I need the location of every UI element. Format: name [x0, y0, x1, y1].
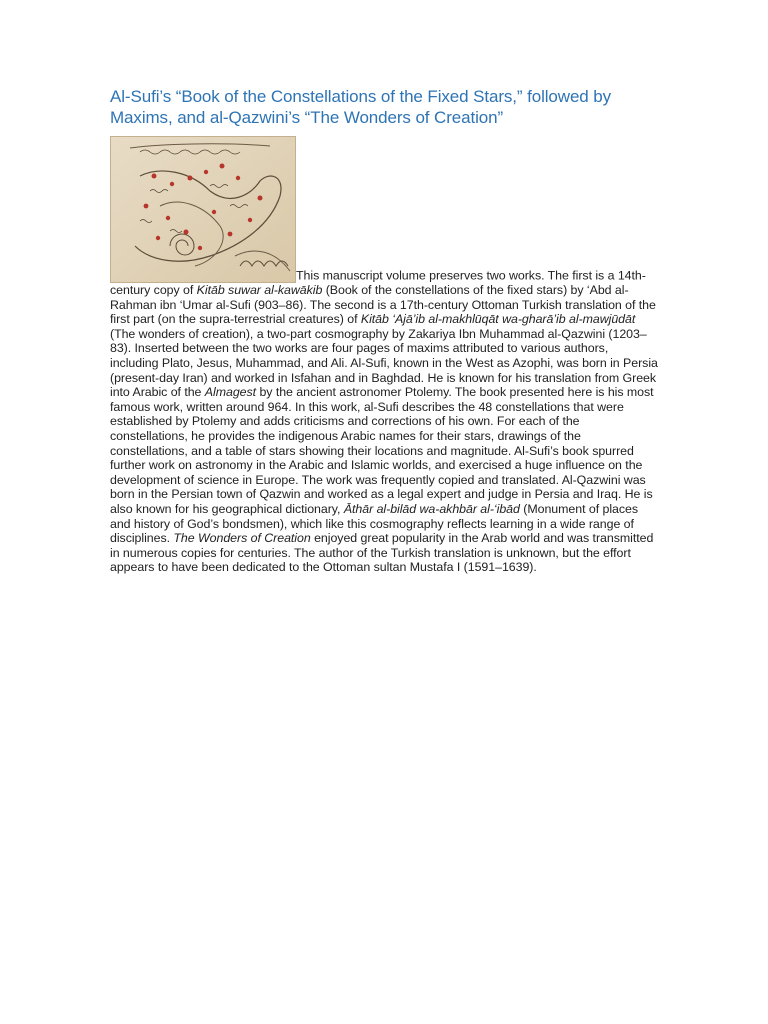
document-page: [110, 86, 658, 575]
manuscript-illustration-icon: [110, 136, 296, 283]
body-italic-athar-al-bilad: Āthār al-bilād wa-akhbār al-‘ibād: [343, 501, 520, 516]
manuscript-image[interactable]: [110, 136, 296, 283]
body-italic-wonders-of-creation: The Wonders of Creation: [173, 531, 311, 546]
document-body: [110, 136, 658, 575]
body-text-3: (The wonders of creation), a two-part cosmography by Zakariya Ibn Muhammad al-Qazwini (1203–83). Inserted between the two works are four pages of maxims attributed to various authors, including Plato, Jesus, Muhammad, and Ali. Al-Sufi, known in the West as Azophi, was born in Persia (present-day Iran) and worked in Isfahan and in Baghdad. He is known for his translation from Greek into Arabic of the: [110, 326, 658, 400]
body-text-2: (Book of the constellations of the fixed stars) by ‘Abd al-Rahman ibn ‘Umar al-Sufi (903–86). The second is a 17th-century Ottoman Turkish translation of the first part (on the supra-terrestrial creatures) of: [110, 283, 656, 327]
document-title: Al-Sufi’s “Book of the Constellations of the Fixed Stars,” followed by Maxims, and al-Qazwini’s “The Wonders of Creation”: [110, 87, 612, 127]
body-text-6: enjoyed great popularity in the Arab world and was transmitted in numerous copies for centuries. The author of the Turkish translation is unknown, but the effort appears to have been dedicated to the Ottoman sultan Mustafa I (1591–1639).: [110, 531, 654, 575]
body-italic-kitab-ajaib: Kitāb ‘Ajā’ib al-makhlūqāt wa-gharā’ib al-mawjūdāt: [360, 312, 636, 327]
body-text-4: by the ancient astronomer Ptolemy. The book presented here is his most famous work, written around 964. In this work, al-Sufi describes the 48 constellations that were established by Ptolemy and adds criticisms and corrections of his own. For each of the constellations, he provides the indigenous Arabic names for their stars, drawings of the constellations, and a table of stars showing their locations and magnitude. Al-Sufi’s book spurred further work on astronomy in the Arabic and Islamic worlds, and exercised a huge influence on the development of science in Europe. The work was frequently copied and translated. Al-Qazwini was born in the Persian town of Qazwin and worked as a legal expert and judge in Persia and Iraq. He is also known for his geographical dictionary,: [110, 385, 654, 516]
body-italic-almagest: Almagest: [204, 385, 257, 400]
body-text-1: This manuscript volume preserves two works. The first is a 14th-century copy of: [110, 268, 646, 297]
body-text-5: (Monument of places and history of God’s bondsmen), which like this cosmography reflects learning in a wide range of disciplines.: [110, 501, 639, 546]
body-italic-kitab-suwar: Kitāb suwar al-kawākib: [196, 283, 323, 297]
